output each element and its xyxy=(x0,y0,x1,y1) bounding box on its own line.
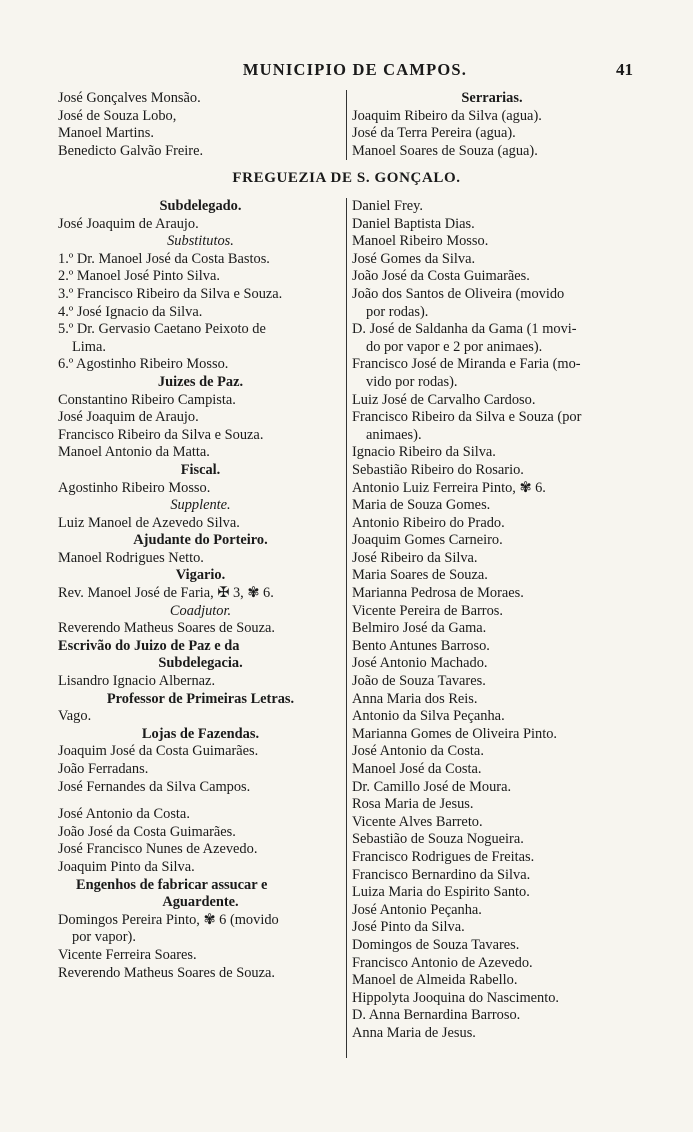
list-item: Francisco Antonio de Azevedo. xyxy=(352,954,533,971)
list-item: Marianna Gomes de Oliveira Pinto. xyxy=(352,725,558,742)
list-item: Sebastião de Souza Nogueira. xyxy=(352,831,524,848)
list-item: Maria de Souza Gomes. xyxy=(352,497,491,514)
heading-subdelegado: Subdelegado. xyxy=(159,198,242,214)
list-item: 2.º Manoel José Pinto Silva. xyxy=(58,268,220,285)
vigario-name: Rev. Manoel José de Faria, ✠ 3, ✾ 6. xyxy=(58,585,274,602)
list-item: José Antonio da Costa. xyxy=(352,743,484,760)
fiscal-name: Agostinho Ribeiro Mosso. xyxy=(58,479,211,496)
list-item: Manoel Martins. xyxy=(58,125,154,142)
top-left-list xyxy=(58,90,338,160)
list-item: Marianna Pedrosa de Moraes. xyxy=(352,585,524,602)
list-item: José Antonio Peçanha. xyxy=(352,901,482,918)
list-item: Francisco Bernardino da Silva. xyxy=(352,866,531,883)
left-column xyxy=(58,198,343,982)
list-item: José Gonçalves Monsão. xyxy=(58,90,201,106)
list-item: José Joaquim de Araujo. xyxy=(58,409,199,426)
list-item: José Antonio Machado. xyxy=(352,655,488,672)
list-item: 6.º Agostinho Ribeiro Mosso. xyxy=(58,356,229,373)
list-item-continuation: Lima. xyxy=(72,338,106,355)
list-item: João dos Santos de Oliveira (movido xyxy=(352,285,565,302)
subdelegado-name: José Joaquim de Araujo. xyxy=(58,215,199,232)
heading-juizes: Juizes de Paz. xyxy=(157,373,244,390)
list-item: Dr. Camillo José de Moura. xyxy=(352,778,512,795)
list-item: José Gomes da Silva. xyxy=(352,250,476,267)
list-item: Sebastião Ribeiro do Rosario. xyxy=(352,461,524,478)
heading-escrivao-cont: Subdelegacia. xyxy=(158,655,243,672)
right-column xyxy=(348,198,638,1043)
list-item: Manoel de Almeida Rabello. xyxy=(352,972,518,989)
page-header xyxy=(0,60,693,84)
heading-fiscal: Fiscal. xyxy=(180,461,221,478)
list-item: Antonio Luiz Ferreira Pinto, ✾ 6. xyxy=(352,479,546,496)
list-item: João Ferradans. xyxy=(58,761,149,777)
column-divider xyxy=(346,90,347,160)
list-item: Domingos Pereira Pinto, ✾ 6 (movido xyxy=(58,911,279,928)
list-item: José da Terra Pereira (agua). xyxy=(352,125,516,142)
list-item: 4.º José Ignacio da Silva. xyxy=(58,303,203,320)
page-title: MUNICIPIO DE CAMPOS. xyxy=(242,60,468,79)
top-section xyxy=(58,90,638,162)
list-item-continuation: vido por rodas). xyxy=(366,373,458,390)
professor-status: Vago. xyxy=(58,708,92,725)
list-item: D. José de Saldanha da Gama (1 movi- xyxy=(352,321,577,338)
list-item: Luiz José de Carvalho Cardoso. xyxy=(352,391,536,408)
list-item: José Pinto da Silva. xyxy=(352,919,465,936)
main-section xyxy=(58,198,638,1068)
list-item: Joaquim Pinto da Silva. xyxy=(58,858,195,875)
list-item: José Ribeiro da Silva. xyxy=(352,549,478,566)
list-item: Francisco Rodrigues de Freitas. xyxy=(352,848,535,865)
list-item: Daniel Frey. xyxy=(352,198,423,214)
heading-professor: Professor de Primeiras Letras. xyxy=(106,690,295,707)
list-item: José Antonio da Costa. xyxy=(58,806,190,823)
list-item: Manoel Ribeiro Mosso. xyxy=(352,233,489,250)
list-item: Anna Maria dos Reis. xyxy=(352,690,478,707)
list-item: Manoel Soares de Souza (agua). xyxy=(352,142,538,159)
list-item: José de Souza Lobo, xyxy=(58,107,177,124)
list-item: Vicente Pereira de Barros. xyxy=(352,602,503,619)
list-item: Manoel Antonio da Matta. xyxy=(58,444,210,461)
list-item: Reverendo Matheus Soares de Souza. xyxy=(58,964,275,981)
spacer xyxy=(58,796,343,806)
list-item: 1.º Dr. Manoel José da Costa Bastos. xyxy=(58,250,270,267)
heading-lojas: Lojas de Fazendas. xyxy=(141,725,260,742)
list-item: Vicente Alves Barreto. xyxy=(352,813,483,830)
list-item: José Fernandes da Silva Campos. xyxy=(58,778,251,795)
freguezia-title: FREGUEZIA DE S. GONÇALO. xyxy=(232,170,461,186)
heading-engenhos-cont: Aguardente. xyxy=(162,894,239,911)
list-item-continuation: por rodas). xyxy=(366,303,429,320)
list-item: Joaquim Ribeiro da Silva (agua). xyxy=(352,107,542,124)
list-item: Benedicto Galvão Freire. xyxy=(58,142,204,159)
page-number: 41 xyxy=(616,60,633,79)
heading-vigario: Vigario. xyxy=(175,567,226,584)
list-item: Antonio da Silva Peçanha. xyxy=(352,708,505,725)
heading-ajudante-porteiro: Ajudante do Porteiro. xyxy=(133,532,268,549)
list-item: Daniel Baptista Dias. xyxy=(352,215,475,232)
list-item: João José da Costa Guimarães. xyxy=(352,268,530,285)
list-item: 5.º Dr. Gervasio Caetano Peixoto de xyxy=(58,321,266,338)
list-item: Anna Maria de Jesus. xyxy=(352,1024,476,1041)
section-heading-serrarias: Serrarias. xyxy=(461,90,523,106)
heading-substitutos: Substitutos. xyxy=(167,233,234,250)
list-item: Constantino Ribeiro Campista. xyxy=(58,391,236,408)
list-item-continuation: por vapor). xyxy=(72,929,136,946)
list-item: Bento Antunes Barroso. xyxy=(352,637,490,654)
list-item-continuation: do por vapor e 2 por animaes). xyxy=(366,338,543,355)
list-item: Domingos de Souza Tavares. xyxy=(352,936,520,953)
porteiro-name: Manoel Rodrigues Netto. xyxy=(58,549,204,566)
heading-engenhos: Engenhos de fabricar assucar e xyxy=(76,876,268,893)
list-item: D. Anna Bernardina Barroso. xyxy=(352,1007,521,1024)
supplente-name: Luiz Manoel de Azevedo Silva. xyxy=(58,514,240,531)
list-item: Vicente Ferreira Soares. xyxy=(58,946,197,963)
list-item: Hippolyta Jooquina do Nascimento. xyxy=(352,989,560,1006)
list-item: João de Souza Tavares. xyxy=(352,673,486,690)
list-item: 3.º Francisco Ribeiro da Silva e Souza. xyxy=(58,285,283,302)
list-item: Francisco Ribeiro da Silva e Souza. xyxy=(58,426,264,443)
heading-supplente: Supplente. xyxy=(170,497,231,514)
list-item: Joaquim José da Costa Guimarães. xyxy=(58,743,259,760)
list-item: Francisco Ribeiro da Silva e Souza (por xyxy=(352,409,582,426)
list-item: Maria Soares de Souza. xyxy=(352,567,488,584)
list-item: Belmiro José da Gama. xyxy=(352,620,487,637)
list-item: Francisco José de Miranda e Faria (mo- xyxy=(352,356,581,373)
escrivao-name: Lisandro Ignacio Albernaz. xyxy=(58,673,216,690)
column-divider xyxy=(346,198,347,1058)
heading-escrivao: Escrivão do Juizo de Paz e da xyxy=(58,637,240,654)
list-item-continuation: animaes). xyxy=(366,426,422,443)
list-item: Antonio Ribeiro do Prado. xyxy=(352,514,505,531)
list-item: José Francisco Nunes de Azevedo. xyxy=(58,841,258,858)
list-item: Joaquim Gomes Carneiro. xyxy=(352,532,503,549)
list-item: Rosa Maria de Jesus. xyxy=(352,796,474,813)
top-right-list xyxy=(348,90,632,160)
list-item: Manoel José da Costa. xyxy=(352,761,482,777)
list-item: João José da Costa Guimarães. xyxy=(58,823,236,840)
heading-coadjutor: Coadjutor. xyxy=(169,602,232,619)
coadjutor-name: Reverendo Matheus Soares de Souza. xyxy=(58,620,275,637)
list-item: Ignacio Ribeiro da Silva. xyxy=(352,444,496,461)
list-item: Luiza Maria do Espirito Santo. xyxy=(352,884,530,901)
